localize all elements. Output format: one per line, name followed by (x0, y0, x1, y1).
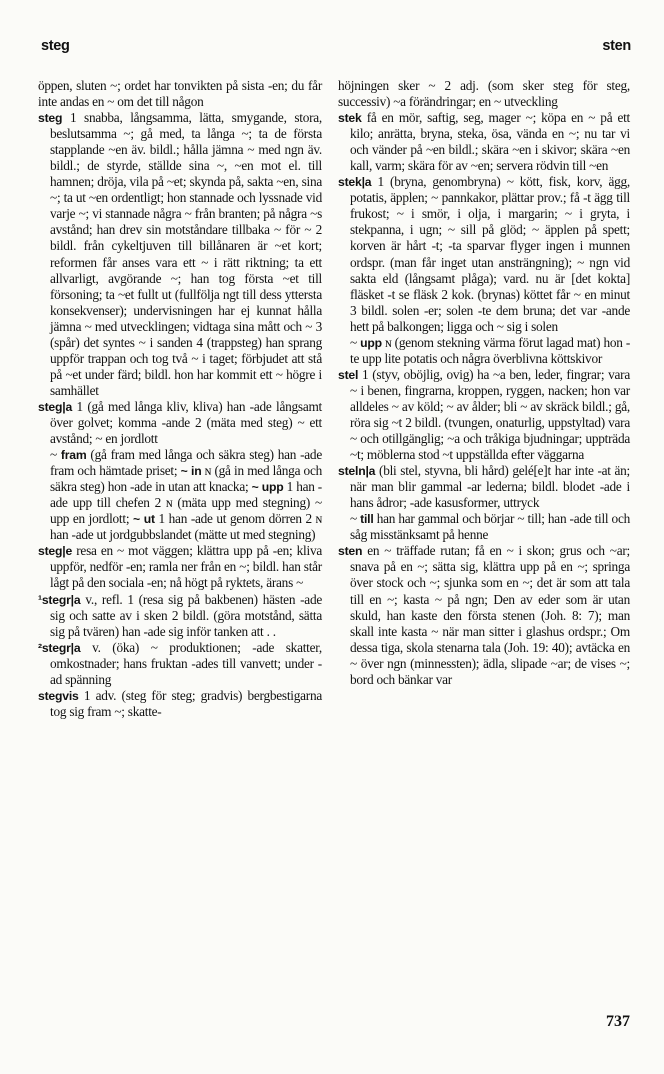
entry-stegra-2 (38, 640, 322, 688)
entry-body: 1 adv. (steg för steg; gradvis) bergbestigarna tog sig fram ~; skatte- (50, 687, 322, 719)
right-column (338, 78, 630, 688)
headword: stek (338, 111, 362, 126)
left-column (38, 78, 322, 720)
headword: ¹stegr|a (38, 592, 81, 607)
entry-body: 1 snabba, långsamma, lätta, smygande, stora, beslutsamma ~; gå med, ta långa ~; ta de första stapplande ~en äv. bildl.; hålla jämna ~ med ngn äv. bildl.; de styrde, ställde sina ~, ~en mot el. till hamnen; dröja, vila på ~et; skynda på, sakta ~en, sina ~; ta ut ~en ordentligt; hon stannade och lyssnade vid varje ~; vi stannade några ~ från branten; på några ~s avstånd; han drev sin motståndare tillbaka ~ för ~ 2 bildl. från cykeltjuven till billånaren är ~et kort; reformen får anses vara ett ~ i rätt riktning; ta ett allvarligt, avgörande ~; han tog första ~et till försoning; ta ~et fullt ut (fullfölja ngt till dess yttersta konsekvenser); undervisningen har ej kunnat hålla jämna ~ med utvecklingen; vidtaga sina mått och ~ 3 (spår) det syntes ~ i sanden 4 (trappsteg) han sprang uppför trappan och tog två ~ i taget; förbjudet att stå på ~et under färd; bildl. hon har kommit ett ~ högre i samhället (50, 110, 322, 398)
entry-stel (338, 367, 630, 463)
guide-word-left: steg (41, 38, 70, 54)
headword: fram (60, 448, 87, 463)
entry-body: en ~ träffade rutan; få en ~ i skon; grus och ~ar; snava på en ~; sätta sig, klättra upp på en ~; springa över stock och ~; sjunka som en ~; det är som att tala till en ~; kasta ~ på ngn; Den av eder som är utan skuld, han kaste den första stenen (Joh. 8: 7); man skall inte kasta ~ när man sitter i glashus ordspr.; Om dessa tiga, skola stenarna tala (Joh. 19: 40); avtäcka en ~ över ngn (minnessten); ädla, slipade ~ar; de vises ~; bord och bänkar var (350, 543, 630, 687)
entry-lead: ~ (50, 447, 57, 463)
headword: stel (338, 367, 359, 382)
entry-body: ɴ (genom stekning värma förut lagad mat) hon -te upp lite potatis och några överblivna köttskivor (350, 334, 631, 366)
entry-body: han har gammal och börjar ~ till; han -ade till och såg misstänksamt på henne (350, 511, 630, 543)
entry-body: (gå fram med långa och säkra steg) han -ade fram och hämtade priset; (50, 447, 322, 479)
entry-body: ɴ (gå in med långa och säkra steg) hon -ade in utan att knacka; (50, 463, 323, 495)
headword: steg (38, 111, 63, 126)
headword: upp (360, 335, 382, 350)
entry-body: 1 (gå med långa kliv, kliva) han -ade långsamt över golvet; komma -ande 2 (mäta med steg) ~ ett avstånd; ~ en jordlott (50, 398, 323, 447)
subentry-stelna-till (338, 511, 630, 543)
entry-body: få en mör, saftig, seg, mager ~; köpa en ~ på ett kilo; anrätta, bryna, steka, ösa, vända en ~; nu tar vi och vänder på ~en bildl.; skära ~en i skivor; skära ~en kall, varm; skära för av ~en; servera rödvin till ~en (350, 110, 630, 174)
headword: ~ in (180, 464, 202, 479)
headword: ~ ut (132, 512, 155, 527)
guide-word-right: sten (602, 38, 631, 54)
entry-body: v. (öka) ~ produktionen; -ade skatter, omkostnader; hans fruktan -ades till vanvett; under -ad spänning (50, 639, 322, 687)
entry-continuation (38, 78, 322, 110)
entry-body: 1 han -ade ut genom dörren 2 ɴ han -ade ut jordgubbslandet (mätte ut med stegning) (50, 511, 322, 543)
headword: sten (338, 544, 363, 559)
entry-stega (38, 399, 322, 447)
headword: stek|a (338, 175, 372, 190)
entry-lead: ~ (350, 511, 357, 527)
entry-body: 1 (bryna, genombryna) ~ kött, fisk, korv, ägg, potatis, äpplen; ~ pannkakor, plättar prov.; få -t ägg till frukost; ~ i smör, i olja, i margarin; ~ i gryta, i stekpanna, i ugn; ~ sill på glöd; ~ äpplen på spett; korven är hårt -t; -ta sparvar flyger ingen i munnen ordspr. (man får inget utan ansträngning); ~ ngn vid sakta eld (långsamt plåga); vard. nu är [det kokta] fläsket -t se fläsk 2 kok. (brynas) köttet får ~ en minut 3 bildl. solen -er; solen -te dem bruna; det var -ande hett på balkongen; ligga och ~ sig i solen (350, 174, 630, 334)
entry-stegvis (38, 688, 322, 720)
headword: till (360, 512, 374, 527)
entry-body: (bli stel, styvna, bli hård) gelé[e]t har inte -at än; när man blir gammal -ar lederna; bildl. blodet -ade i hans ådror; -ade kasusformer, uttryck (350, 463, 631, 511)
entry-stelna (338, 463, 630, 511)
headword: steln|a (338, 464, 376, 479)
entry-stege (38, 543, 322, 591)
headword: stegvis (38, 688, 79, 703)
headword: ~ upp (251, 480, 284, 495)
entry-body: resa en ~ mot väggen; klättra upp på -en; kliva uppför, nedför -en; ramla ner från en ~; bildl. han står lågt på den sociala -en; nå högt på ryktets, ärans ~ (50, 543, 322, 591)
page-number: 737 (606, 1013, 630, 1030)
subentry-stega-fram (38, 447, 322, 543)
entry-body: 1 (styv, oböjlig, ovig) ha ~a ben, leder, fingrar; vara ~ i benen, fingrarna, kroppen, ryggen, nacken; hon var alldeles ~ av köld; ~ av ålder; bli ~ av skräck bildl.; gå, röra sig ~t 2 bildl. (tvungen, onaturlig, uppstyltad) vara ~ och otillgänglig; ~a och tråkiga bjudningar; uppträda ~t; möblerna stod ~t uppställda efter väggarna (350, 366, 630, 463)
entry-body: höjningen sker ~ 2 adj. (som sker steg för steg, successiv) ~a förändringar; en ~ utveckling (338, 78, 630, 110)
entry-sten (338, 543, 630, 687)
entry-body: öppen, sluten ~; ordet har tonvikten på sista -en; du får inte andas en ~ om det till någon (38, 78, 322, 110)
headword: steg|a (38, 399, 73, 414)
entry-body: v., refl. 1 (resa sig på bakbenen) hästen -ade sig och satte av i sken 2 bildl. (göra motstånd, sätta sig på tvären) han -ade sig inför tanken att . . (50, 591, 322, 639)
headword: ²stegr|a (38, 640, 81, 655)
entry-lead: ~ (350, 334, 357, 350)
entry-steka (338, 174, 630, 334)
entry-stek (338, 110, 630, 174)
entry-stegra-1 (38, 592, 322, 640)
headword: steg|e (38, 544, 73, 559)
entry-steg (38, 110, 322, 399)
subentry-steka-upp (338, 335, 630, 367)
entry-body: 1 han -ade upp till chefen 2 ɴ (mäta upp med stegning) ~ upp en jordlott; (50, 479, 322, 527)
entry-continuation (338, 78, 630, 110)
